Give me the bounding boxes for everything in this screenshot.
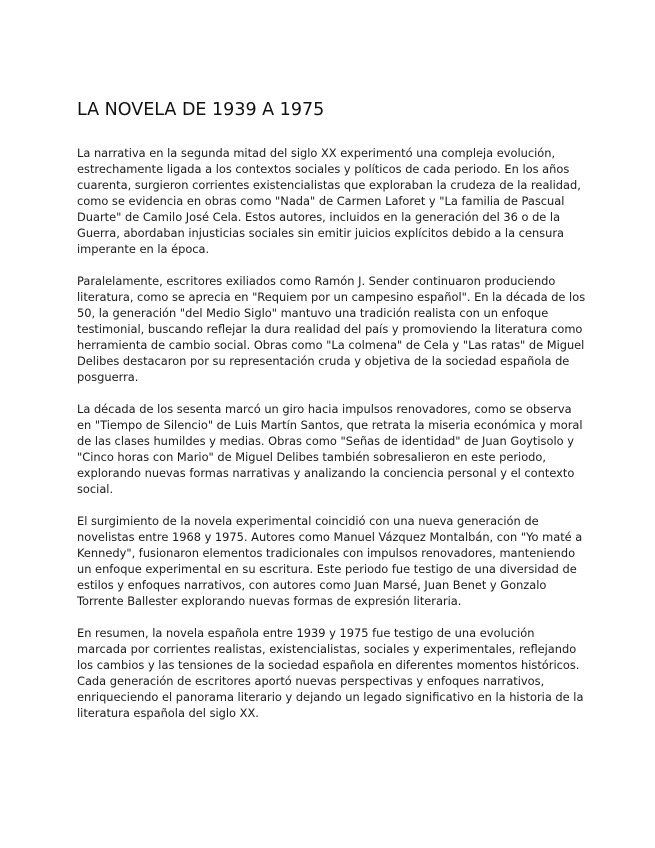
document-body xyxy=(77,145,587,737)
paragraph: El surgimiento de la novela experimental coincidió con una nueva generación de novelistas entre 1968 y 1975. Autores como Manuel Vázquez Montalbán, con "Yo maté a Kennedy", fusionaron elementos tradicionales con impulsos renovadores, manteniendo un enfoque experimental en su escritura. Este periodo fue testigo de una diversidad de estilos y enfoques narrativos, con autores como Juan Marsé, Juan Benet y Gonzalo Torrente Ballester explorando nuevas formas de expresión literaria. xyxy=(77,514,583,608)
paragraph: La narrativa en la segunda mitad del siglo XX experimentó una compleja evolución, estrechamente ligada a los contextos sociales y políticos de cada periodo. En los años cuarenta, surgieron corrientes existencialistas que exploraban la crudeza de la realidad, como se evidencia en obras como "Nada" de Carmen Laforet y "La familia de Pascual Duarte" de Camilo José Cela. Estos autores, incluidos en la generación del 36 o de la Guerra, abordaban injusticias sociales sin emitir juicios explícitos debido a la censura imperante en la época. xyxy=(77,146,581,256)
paragraph: La década de los sesenta marcó un giro hacia impulsos renovadores, como se observa en "Tiempo de Silencio" de Luis Martín Santos, que retrata la miseria económica y moral de las clases humildes y medias. Obras como "Señas de identidad" de Juan Goytisolo y "Cinco horas con Mario" de Miguel Delibes también sobresalieron en este periodo, explorando nuevas formas narrativas y analizando la conciencia personal y el contexto social. xyxy=(77,402,583,496)
paragraph: Paralelamente, escritores exiliados como Ramón J. Sender continuaron produciendo literatura, como se aprecia en "Requiem por un campesino español". En la década de los 50, la generación "del Medio Siglo" mantuvo una tradición realista con un enfoque testimonial, buscando reflejar la dura realidad del país y promoviendo la literatura como herramienta de cambio social. Obras como "La colmena" de Cela y "Las ratas" de Miguel Delibes destacaron por su representación cruda y objetiva de la sociedad española de posguerra. xyxy=(77,274,586,384)
document-title: LA NOVELA DE 1939 A 1975 xyxy=(77,100,325,120)
paragraph: En resumen, la novela española entre 1939 y 1975 fue testigo de una evolución marcada por corrientes realistas, existencialistas, sociales y experimentales, reflejando los cambios y las tensiones de la sociedad española en diferentes momentos históricos. Cada generación de escritores aportó nuevas perspectivas y enfoques narrativos, enriqueciendo el panorama literario y dejando un legado significativo en la historia de la literatura española del siglo XX. xyxy=(77,626,584,720)
